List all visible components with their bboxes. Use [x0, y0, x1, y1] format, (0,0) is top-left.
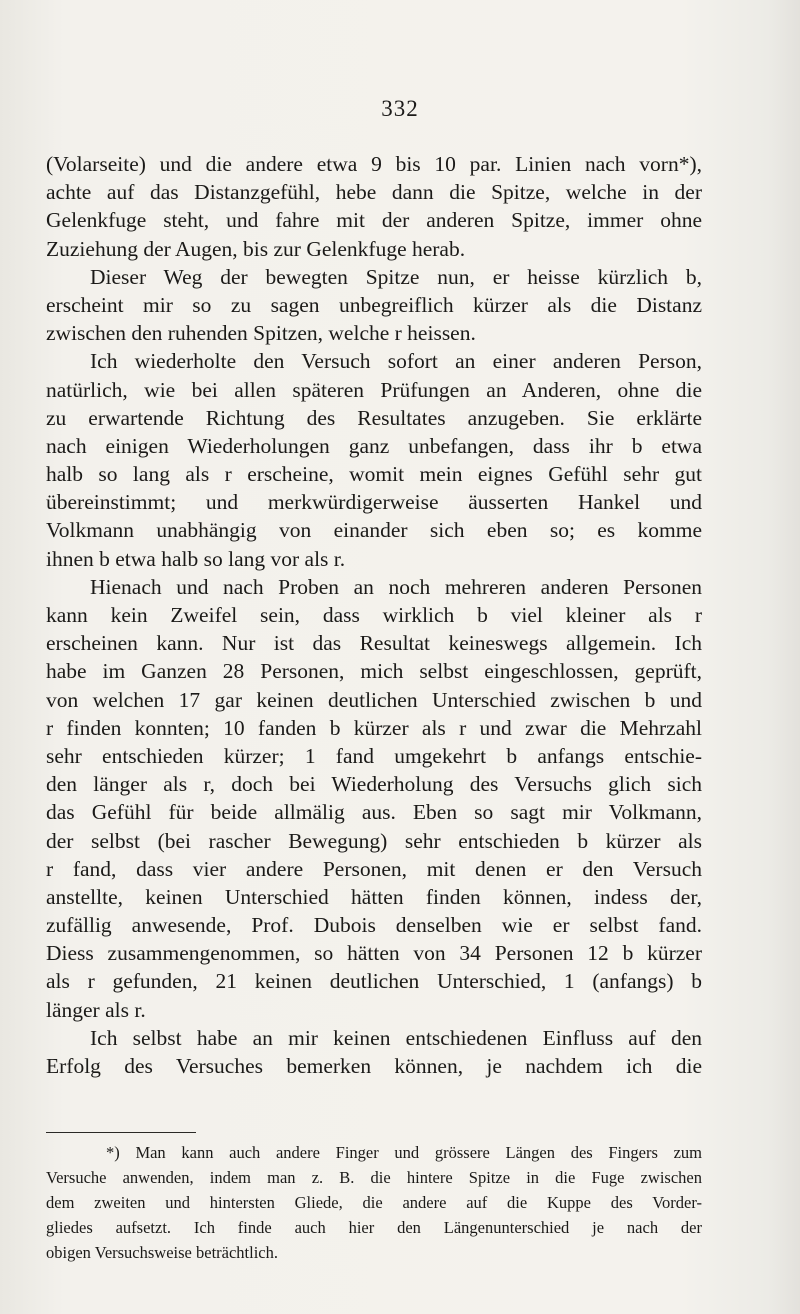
- text-line: erscheint mir so zu sagen unbegreiflich kürzer als die Distanz: [46, 292, 702, 317]
- footnote-line: gliedes aufsetzt. Ich finde auch hier den Längenunterschied je nach der: [46, 1218, 702, 1237]
- text-line: Diess zusammengenommen, so hätten von 34 Personen 12 b kürzer: [46, 941, 702, 966]
- text-line: übereinstimmt; und merkwürdigerweise äusserten Hankel und: [46, 490, 702, 515]
- text-line: zufällig anwesende, Prof. Dubois denselben wie er selbst fand.: [46, 913, 702, 938]
- text-line: achte auf das Distanzgefühl, hebe dann die Spitze, welche in der: [46, 180, 702, 205]
- body-text: [46, 150, 702, 1080]
- text-line: Erfolg des Versuches bemerken können, je nachdem ich die: [46, 1054, 702, 1078]
- text-line: der selbst (bei rascher Bewegung) sehr entschieden b kürzer als: [46, 828, 702, 853]
- text-line: Volkmann unabhängig von einander sich eben so; es komme: [46, 518, 702, 543]
- text-line: den länger als r, doch bei Wiederholung des Versuchs glich sich: [46, 772, 702, 797]
- footnote-line: dem zweiten und hintersten Gliede, die andere auf die Kuppe des Vorder-: [46, 1193, 702, 1212]
- footnote-line: *) Man kann auch andere Finger und grössere Längen des Fingers zum: [106, 1143, 702, 1162]
- footnote: [46, 1140, 702, 1265]
- page-number: 332: [381, 96, 419, 121]
- text-line: sehr entschieden kürzer; 1 fand umgekehrt b anfangs entschie-: [46, 743, 702, 768]
- text-line: r finden konnten; 10 fanden b kürzer als r und zwar die Mehrzahl: [46, 715, 702, 740]
- text-line: Zuziehung der Augen, bis zur Gelenkfuge herab.: [46, 236, 466, 261]
- text-line: das Gefühl für beide allmälig aus. Eben so sagt mir Volkmann,: [46, 800, 702, 825]
- text-line: länger als r.: [46, 997, 146, 1022]
- text-line: habe im Ganzen 28 Personen, mich selbst eingeschlossen, geprüft,: [46, 659, 702, 684]
- text-line: Ich wiederholte den Versuch sofort an einer anderen Person,: [90, 349, 702, 374]
- text-line: als r gefunden, 21 keinen deutlichen Unterschied, 1 (anfangs) b: [46, 969, 702, 994]
- text-line: natürlich, wie bei allen späteren Prüfungen an Anderen, ohne die: [46, 377, 702, 402]
- text-line: kann kein Zweifel sein, dass wirklich b viel kleiner als r: [46, 603, 702, 627]
- text-line: Gelenkfuge steht, und fahre mit der anderen Spitze, immer ohne: [46, 208, 702, 233]
- text-line: zu erwartende Richtung des Resultates anzugeben. Sie erklärte: [46, 405, 702, 430]
- footnote-line: Versuche anwenden, indem man z. B. die hintere Spitze in die Fuge zwischen: [46, 1168, 702, 1187]
- text-line: erscheinen kann. Nur ist das Resultat keineswegs allgemein. Ich: [46, 631, 702, 656]
- text-line: Dieser Weg der bewegten Spitze nun, er heisse kürzlich b,: [90, 264, 702, 289]
- text-line: Hienach und nach Proben an noch mehreren anderen Personen: [90, 574, 702, 599]
- text-line: anstellte, keinen Unterschied hätten finden können, indess der,: [46, 884, 702, 909]
- text-line: Ich selbst habe an mir keinen entschiedenen Einfluss auf den: [90, 1025, 702, 1050]
- text-line: ihnen b etwa halb so lang vor als r.: [46, 546, 346, 571]
- text-line: zwischen den ruhenden Spitzen, welche r heissen.: [46, 321, 476, 346]
- footnote-line: obigen Versuchsweise beträchtlich.: [46, 1243, 278, 1262]
- text-line: von welchen 17 gar keinen deutlichen Unterschied zwischen b und: [46, 687, 702, 712]
- text-line: nach einigen Wiederholungen ganz unbefangen, dass ihr b etwa: [46, 433, 702, 458]
- text-line: r fand, dass vier andere Personen, mit denen er den Versuch: [46, 856, 702, 881]
- text-line: halb so lang als r erscheine, womit mein eignes Gefühl sehr gut: [46, 462, 702, 487]
- footnote-divider: [46, 1132, 196, 1133]
- text-line: (Volarseite) und die andere etwa 9 bis 10 par. Linien nach vorn*),: [46, 152, 702, 176]
